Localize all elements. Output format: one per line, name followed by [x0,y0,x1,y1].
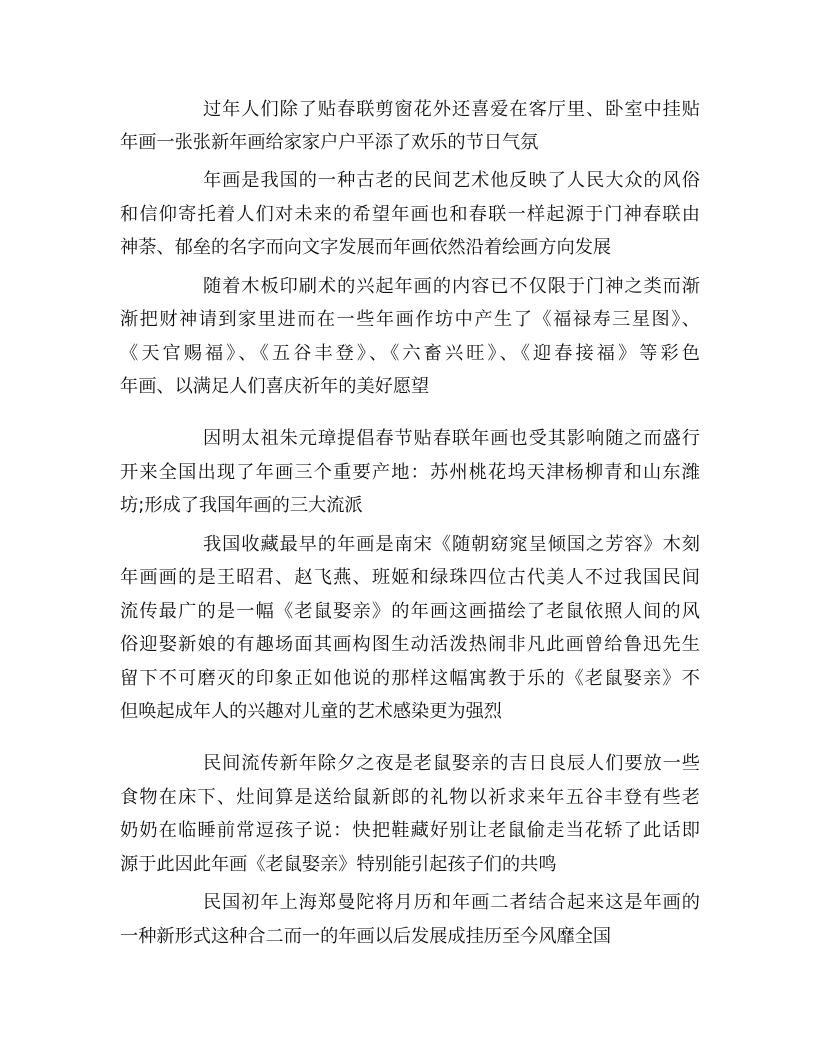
paragraph-6-line-3: 奶奶在临睡前常逗孩子说：快把鞋藏好别让老鼠偷走当花轿了此话即 [120,820,700,841]
paragraph-3-line-4: 年画、以满足人们喜庆祈年的美好愿望 [120,376,430,397]
paragraph-3-line-1: 随着木板印刷术的兴起年画的内容已不仅限于门神之类而渐 [203,276,700,297]
paragraph-5-line-5: 留下不可磨灭的印象正如他说的那样这幅寓教于乐的《老鼠娶亲》不 [120,668,700,689]
paragraph-7-line-2: 一种新形式这种合二而一的年画以后发展成挂历至今风靡全国 [120,926,612,947]
paragraph-6-line-2: 食物在床下、灶间算是送给鼠新郎的礼物以祈求来年五谷丰登有些老 [120,787,700,808]
paragraph-5-line-3: 流传最广的是一幅《老鼠娶亲》的年画这画描绘了老鼠依照人间的风 [120,601,700,622]
paragraph-4-line-3: 坊;形成了我国年画的三大流派 [120,495,363,516]
paragraph-3-line-3: 《天官赐福》、《五谷丰登》、《六畜兴旺》、《迎春接福》等彩色 [120,343,700,364]
paragraph-6-line-4: 源于此因此年画《老鼠娶亲》特别能引起孩子们的共鸣 [120,854,557,875]
paragraph-3-line-2: 渐把财神请到家里进而在一些年画作坊中产生了《福禄寿三星图》、 [120,309,700,330]
paragraph-2-line-2: 和信仰寄托着人们对未来的希望年画也和春联一样起源于门神春联由 [120,204,700,225]
paragraph-5-line-4: 俗迎娶新娘的有趣场面其画构图生动活泼热闹非凡此画曾给鲁迅先生 [120,634,700,655]
paragraph-5-line-1: 我国收藏最早的年画是南宋《随朝窈窕呈倾国之芳容》木刻 [203,534,700,555]
paragraph-7-line-1: 民国初年上海郑曼陀将月历和年画二者结合起来这是年画的 [203,892,700,913]
paragraph-4-line-2: 开来全国出现了年画三个重要产地：苏州桃花坞天津杨柳青和山东潍 [120,462,700,483]
paragraph-2-line-1: 年画是我国的一种古老的民间艺术他反映了人民大众的风俗 [203,170,700,191]
paragraph-1-line-2: 年画一张张新年画给家家户户平添了欢乐的节日气氛 [120,132,539,153]
paragraph-5-line-6: 但唤起成年人的兴趣对儿童的艺术感染更为强烈 [120,701,502,722]
paragraph-4-line-1: 因明太祖朱元璋提倡春节贴春联年画也受其影响随之而盛行 [203,428,700,449]
paragraph-2-line-3: 神荼、郁垒的名字而向文字发展而年画依然沿着绘画方向发展 [120,237,612,258]
paragraph-6-line-1: 民间流传新年除夕之夜是老鼠娶亲的吉日良辰人们要放一些 [203,753,700,774]
paragraph-1-line-1: 过年人们除了贴春联剪窗花外还喜爱在客厅里、卧室中挂贴 [203,99,700,120]
paragraph-5-line-2: 年画画的是王昭君、赵飞燕、班姬和绿珠四位古代美人不过我国民间 [120,567,700,588]
